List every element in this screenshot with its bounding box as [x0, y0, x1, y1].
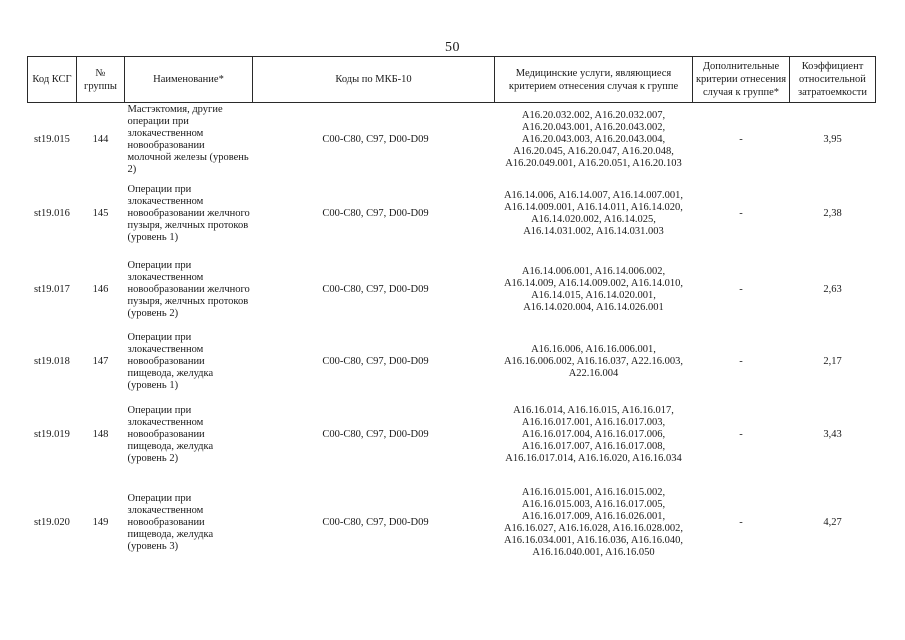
- header-group-number: № группы: [77, 57, 125, 103]
- cell-coefficient: 3,95: [823, 133, 842, 145]
- cell-name: Операции при злокачественном новообразовании пищевода, желудка (уровень 2): [127, 405, 214, 464]
- cell-ksg-code: st19.017: [34, 283, 70, 295]
- cell-coefficient: 4,27: [823, 517, 842, 528]
- cell-group-number: 146: [92, 283, 109, 295]
- cell-name: Операции при злокачественном новообразовании желчного пузыря, желчных протоков (уровень 1): [127, 184, 250, 243]
- cell-medical-services: A16.20.032.002, A16.20.032.007, A16.20.043.001, A16.20.043.002, A16.20.043.003, A16.20.043.004, A16.20.045, A16.20.047, A16.20.048, A16.20.049.001, A16.20.051, A16.20.103: [505, 109, 682, 169]
- cell-mkb-codes: C00-C80, C97, D00-D09: [322, 429, 429, 440]
- cell-coefficient: 2,17: [823, 356, 842, 367]
- cell-ksg-code: st19.016: [34, 208, 70, 219]
- cell-extra-criteria: -: [739, 517, 743, 528]
- table-row: [28, 252, 876, 327]
- cell-coefficient: 2,63: [823, 283, 842, 295]
- cell-medical-services: A16.14.006, A16.14.007, A16.14.007.001, A16.14.009.001, A16.14.011, A16.14.020, A16.14.020.002, A16.14.025, A16.14.031.002, A16.14.031.003: [503, 190, 684, 237]
- cell-name: Операции при злокачественном новообразовании желчного пузыря, желчных протоков (уровень 2): [127, 259, 250, 319]
- table-row: [28, 327, 876, 397]
- cell-extra-criteria: -: [739, 356, 743, 367]
- cell-ksg-code: st19.015: [34, 133, 70, 145]
- header-mkb-codes: Коды по МКБ-10: [253, 57, 495, 103]
- header-name: Наименование*: [125, 57, 253, 103]
- cell-medical-services: A16.16.015.001, A16.16.015.002, A16.16.015.003, A16.16.017.005, A16.16.017.009, A16.16.026.001, A16.16.027, A16.16.028, A16.16.028.002, A16.16.034.001, A16.16.036, A16.16.040, A16.16.040.001, A16.16.050: [503, 487, 684, 558]
- header-medical-services: Медицинские услуги, являющиеся критерием отнесения случая к группе: [495, 57, 693, 103]
- cell-extra-criteria: -: [739, 429, 743, 440]
- cell-mkb-codes: C00-C80, C97, D00-D09: [322, 208, 429, 219]
- cell-name: Операции при злокачественном новообразовании пищевода, желудка (уровень 3): [127, 493, 214, 552]
- table-row: [28, 397, 876, 473]
- cell-ksg-code: st19.020: [34, 517, 70, 528]
- table-row: [28, 176, 876, 252]
- cell-mkb-codes: C00-C80, C97, D00-D09: [322, 133, 429, 145]
- cell-extra-criteria: -: [739, 133, 743, 145]
- cell-coefficient: 3,43: [823, 429, 842, 440]
- cell-ksg-code: st19.018: [34, 356, 70, 367]
- cell-ksg-code: st19.019: [34, 429, 70, 440]
- cell-name: Мастэктомия, другие операции при злокачественном новообразовании молочной железы (уровень 2): [127, 103, 249, 175]
- header-ksg-code: Код КСГ: [28, 57, 77, 103]
- header-coefficient: Коэффициент относительной затратоемкости: [790, 57, 876, 103]
- table-row: [28, 473, 876, 573]
- cell-extra-criteria: -: [739, 208, 743, 219]
- cell-group-number: 148: [92, 429, 109, 440]
- cell-medical-services: A16.16.006, A16.16.006.001, A16.16.006.002, A16.16.037, A22.16.003, A22.16.004: [503, 344, 684, 379]
- cell-mkb-codes: C00-C80, C97, D00-D09: [322, 283, 429, 295]
- cell-group-number: 145: [92, 208, 109, 219]
- cell-coefficient: 2,38: [823, 208, 842, 219]
- table-header-row: [28, 57, 876, 103]
- cell-medical-services: A16.14.006.001, A16.14.006.002, A16.14.009, A16.14.009.002, A16.14.010, A16.14.015, A16.14.020.001, A16.14.020.004, A16.14.026.001: [503, 265, 684, 313]
- cell-mkb-codes: C00-C80, C97, D00-D09: [322, 356, 429, 367]
- cell-name: Операции при злокачественном новообразовании пищевода, желудка (уровень 1): [127, 332, 214, 391]
- cell-group-number: 147: [92, 356, 109, 367]
- header-extra-criteria: Дополнительные критерии отнесения случая к группе*: [693, 57, 790, 103]
- page-number: 50: [445, 40, 460, 55]
- cell-medical-services: A16.16.014, A16.16.015, A16.16.017, A16.16.017.001, A16.16.017.003, A16.16.017.004, A16.16.017.006, A16.16.017.007, A16.16.017.008, A16.16.017.014, A16.16.020, A16.16.034: [505, 405, 682, 464]
- table-row: [28, 103, 876, 177]
- cell-group-number: 149: [92, 517, 109, 528]
- cell-extra-criteria: -: [739, 283, 743, 295]
- cell-group-number: 144: [92, 133, 109, 145]
- ksg-table: [27, 56, 876, 573]
- cell-mkb-codes: C00-C80, C97, D00-D09: [322, 517, 429, 528]
